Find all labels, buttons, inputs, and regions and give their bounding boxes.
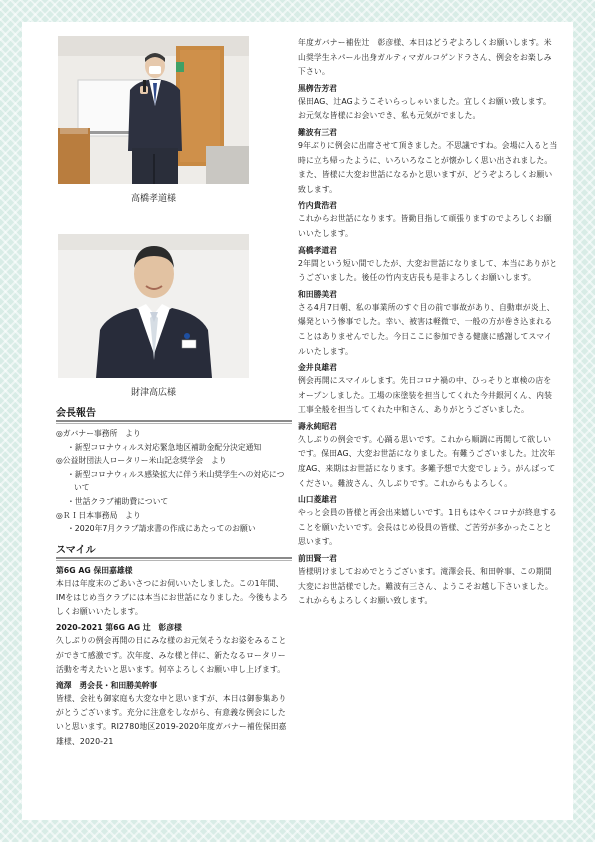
smile-entry-name: 竹内貴浩君: [298, 201, 337, 211]
report-item: ・新型コロナウィルス感染拡大に伴う米山奨学生への対応について: [67, 469, 285, 493]
smile-entry: [298, 199, 558, 241]
smile-entry-name: 第6G AG 保田嘉雄様: [56, 565, 133, 575]
report-heading-ri-japan: ◎ＲＩ日本事務局 より: [56, 510, 141, 520]
smile-entry-text: 久しぶりの例会です。心踊る思いです。これから順調に再開して欲しいです。保田AG、大変お世話になりました。有難うございました。辻次年度AG、来期はお世話になります。多難予想で大変でしょう。がんばってください。難波さん、久しぶりです。これからもよろしく。: [298, 434, 556, 488]
smile-entry-name: 滝澤 勇会長・和田勝美幹事: [56, 680, 158, 690]
report-section-title: 会長報告: [56, 404, 292, 422]
smile-section-title: スマイル: [56, 541, 292, 559]
smile-entry: [298, 82, 558, 124]
smile-entry-name: 高橋孝道君: [298, 245, 337, 255]
smile-entry: [298, 493, 558, 550]
smile-entry-name: 壽永純昭君: [298, 421, 337, 431]
speaker-photo-zaitsu-image: [58, 234, 249, 378]
smile-entry: [298, 126, 558, 197]
smile-entry-text: やっと会員の皆様と再会出来嬉しいです。1日もはやくコロナが終息することを願いたいです。会長はじめ役員の皆様、ご苦労が多かったことと思います。: [298, 508, 557, 547]
smile-entry-text: 本日は年度末のごあいさつにお伺いいたしました。この1年間、IMをはじめ当クラブには本当にお世話になりました。今後もよろしくお願いいたします。: [56, 578, 288, 617]
report-item: ・2020年7月クラブ請求書の作成にあたってのお願い: [67, 524, 256, 534]
speaker-photo-zaitsu: [58, 234, 249, 378]
smile-continued-text: 年度ガバナー補佐辻 彰彦様、本日はどうぞよろしくお願いします。米山奨学生ネパール出身ガルティマガルコゲンドラさん、例会をお楽しみ下さい。: [298, 38, 552, 77]
photo-caption-takahashi: 高橋孝道様: [130, 194, 176, 204]
smile-entry-text: 例会再開にスマイルします。先日コロナ禍の中、ひっそりと車検の店をオープンしました。工場の床塗装を担当してくれた今井銀河くん、内装工事全般を担当してくれた中和さん、ありがとうございました。: [298, 376, 553, 415]
smile-entry-name: 2020-2021 第6G AG 辻 彰彦様: [56, 623, 182, 633]
smile-entry-text: 皆様明けましておめでとうございます。滝澤会長、和田幹事、この期間大変にお世話様でした。難波有三さん、ようこそお越し下さいました。これからもよろしくお願い致します。: [298, 567, 553, 606]
smile-entry-text: 皆様、会社も御家庭も大変な中と思いますが、本日は御参集ありがとうございます。充分に注意をしながら、有意義な例会にしたいと思います。RI2780地区2019-2020年度ガバナー補佐保田嘉雄様、2020-21: [56, 693, 287, 746]
newsletter-page: [22, 22, 573, 820]
report-list: [56, 427, 292, 536]
speaker-photo-takahashi: [58, 36, 249, 184]
smile-entry-name: 金井良雄君: [298, 363, 337, 373]
smile-entry: [56, 564, 292, 620]
smile-entry-name: 黒栁告芳君: [298, 83, 337, 93]
report-item: ・世話クラブ補助費について: [67, 496, 169, 506]
smile-entry: [298, 288, 558, 359]
smile-entry-text: これからお世話になります。皆勤目指して頑張りますのでよろしくお願いいたします。: [298, 214, 552, 238]
report-heading-governor: ◎ガバナー事務所 より: [56, 429, 141, 438]
smile-entry: [298, 361, 558, 418]
right-column: [298, 36, 558, 609]
smile-entry-text: 9年ぶりに例会に出席させて頂きました。不思議ですね。会場に入ると当時に立ち帰ったように、いろいろなことが懐かしく思い出されました。また、皆様に大変お世話になるかと思いますが、どうぞよろしくお願い致します。: [298, 140, 558, 194]
smile-entry: [298, 552, 558, 609]
report-heading-yoneyama: ◎公益財団法人ロータリー米山記念奨学会 より: [56, 456, 227, 466]
left-column: [56, 36, 292, 749]
smile-entry: [56, 621, 292, 677]
smile-entry: [56, 679, 292, 749]
photo-caption-zaitsu: 財津高広様: [130, 388, 176, 398]
speaker-photo-takahashi-image: [58, 36, 249, 184]
smile-entry: [298, 420, 558, 491]
smile-entry-text: 保田AG、辻AGようこそいらっしゃいました。宜しくお願い致します。お元気な皆様にお会いでき、私も元気がでました。: [298, 96, 551, 121]
smile-entry: [298, 244, 558, 286]
smile-entry-text: 2年間という短い間でしたが、大変お世話になりまして、本当にありがとうございました。後任の竹内支店長も是非よろしくお願いします。: [298, 258, 558, 283]
smile-entry-name: 前田賢一君: [298, 554, 337, 564]
smile-entry-name: 山口菱雄君: [298, 495, 337, 505]
report-item: ・新型コロナウィルス対応緊急地区補助金配分決定通知: [67, 442, 262, 452]
smile-entry-text: 久しぶりの例会再開の日にみな様のお元気そうなお姿をみることができて感激です。次年度、みな様と伴に、新たなるロータリー活動を考えたいと思います。何卒よろしくお願い申し上げます。: [56, 636, 287, 674]
smile-entry-text: さる4月7日朝、私の事業所のすぐ目の前で事故があり、自動車が炎上、爆発という惨事でした。幸い、被害は軽微で、一般の方が巻き込まれることはありませんでした。今日ここに参加できる健康に感謝してスマイルいたします。: [298, 302, 555, 356]
smile-entry-name: 和田勝美君: [298, 289, 337, 299]
smile-entry-name: 難波有三君: [298, 127, 337, 137]
smile-list: [56, 564, 292, 749]
